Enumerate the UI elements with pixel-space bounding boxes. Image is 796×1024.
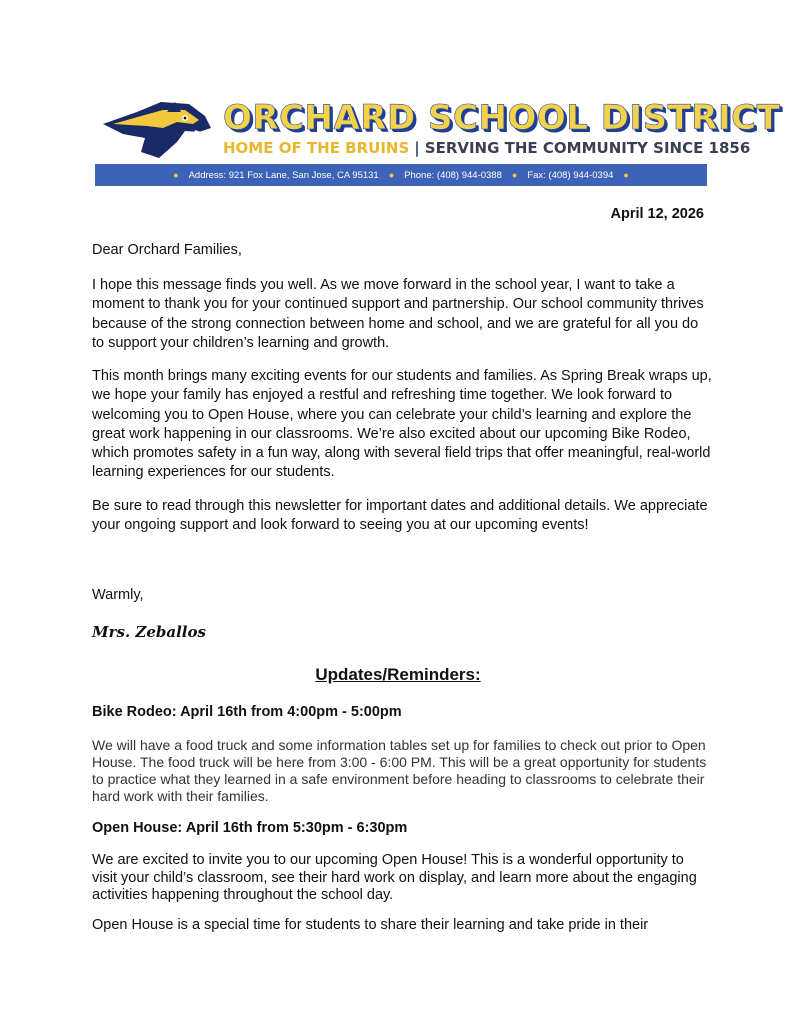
salutation: Dear Orchard Families, bbox=[92, 242, 242, 258]
contact-bar bbox=[95, 164, 707, 186]
open-house-title: Open House: April 16th from 5:30pm - 6:30pm bbox=[92, 820, 408, 836]
updates-heading: Updates/Reminders: bbox=[315, 665, 481, 684]
tagline-serving-community: SERVING THE COMMUNITY SINCE 1856 bbox=[424, 139, 751, 157]
letter-date: April 12, 2026 bbox=[610, 206, 704, 222]
paw-icon: ● bbox=[623, 170, 629, 180]
tagline-home-of-bruins: HOME OF THE BRUINS bbox=[223, 139, 410, 157]
tagline-separator: | bbox=[414, 139, 420, 157]
letterhead bbox=[95, 96, 781, 188]
closing: Warmly, bbox=[92, 587, 144, 603]
bike-rodeo-title: Bike Rodeo: April 16th from 4:00pm - 5:00pm bbox=[92, 704, 402, 720]
contact-fax: Fax: (408) 944-0394 bbox=[527, 169, 614, 181]
paw-icon: ● bbox=[388, 170, 395, 180]
paw-icon: ● bbox=[173, 170, 179, 180]
signature: Mrs. Zeballos bbox=[92, 623, 206, 641]
open-house-description: We are excited to invite you to our upcoming Open House! This is a wonderful opportunity to visit your child’s classroom, see their hard work on display, and learn more about the engaging activities happening throughout the school day. bbox=[92, 852, 697, 903]
paw-icon: ● bbox=[511, 170, 518, 180]
bike-rodeo-description: We will have a food truck and some information tables set up for families to check out prior to Open House. The food truck will be here from 3:00 - 6:00 PM. This will be a great opportunity for students to practice what they learned in a safe environment before heading to classrooms to celebrate their hard work with their families. bbox=[92, 737, 707, 804]
paragraph-events: This month brings many exciting events for our students and families. As Spring Break wraps up, we hope your family has enjoyed a restful and refreshing time together. We look forward to welcoming you to Open House, where you can celebrate your child’s learning and explore the great work happening in our classrooms. We’re also excited about our upcoming Bike Rodeo, which promotes safety in a fun way, along with several field trips that offer meaningful, real-world learning experiences for our students. bbox=[92, 368, 712, 481]
paragraph-intro: I hope this message finds you well. As we move forward in the school year, I want to take a moment to thank you for your continued support and partnership. Our school community thrives because of the strong connection between home and school, and we are grateful for all you do to support your children’s learning and growth. bbox=[92, 277, 704, 351]
district-title: ORCHARD SCHOOL DISTRICT bbox=[223, 98, 781, 138]
paragraph-reminder: Be sure to read through this newsletter for important dates and additional details. We appreciate your ongoing support and look forward to seeing you at our upcoming events! bbox=[92, 498, 708, 534]
bruin-mascot-icon bbox=[101, 98, 213, 162]
contact-address: Address: 921 Fox Lane, San Jose, CA 95131 bbox=[188, 169, 379, 181]
open-house-description-continued: Open House is a special time for students to share their learning and take pride in their bbox=[92, 917, 649, 933]
contact-phone: Phone: (408) 944-0388 bbox=[404, 169, 502, 181]
district-tagline bbox=[223, 138, 750, 158]
